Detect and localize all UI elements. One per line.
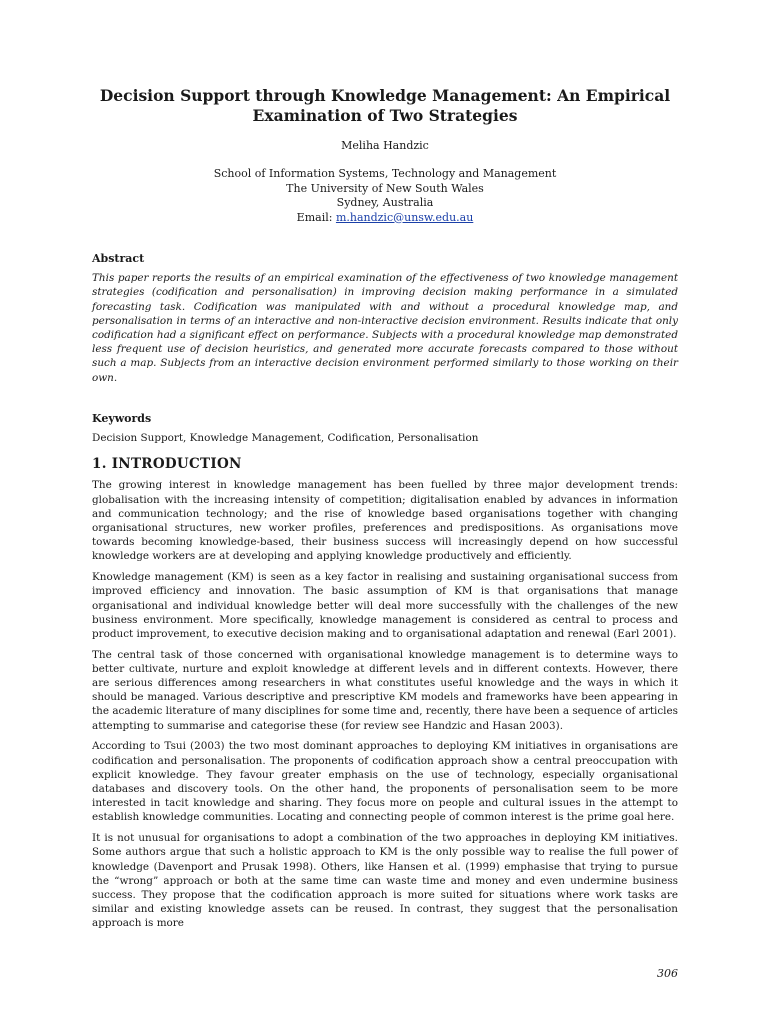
author-name: Meliha Handzic [341, 139, 429, 152]
page-number: 306 [657, 967, 678, 980]
affiliation-location: Sydney, Australia [336, 196, 434, 209]
intro-paragraph: Knowledge management (KM) is seen as a key factor in realising and sustaining organisational success from improved efficiency and innovation. The basic assumption of KM is that organisations that manage organisational and individual knowledge better will deal more successfully with the challenges of the new business environment. More specifically, knowledge management is considered as central to process and product improvement, to executive decision making and to organisational adaptation and renewal (Earl 2001). [92, 571, 678, 640]
paper-title: Decision Support through Knowledge Management: An Empirical Examination of Two Strategies [99, 86, 671, 125]
affiliation-block [92, 167, 678, 225]
abstract-heading: Abstract [92, 252, 145, 265]
affiliation-email-line [92, 211, 678, 226]
email-label: Email: [296, 210, 333, 224]
paper-body [92, 252, 678, 937]
intro-paragraph: The central task of those concerned with organisational knowledge management is to determine ways to better cultivate, nurture and exploit knowledge at different levels and in different contexts. However, there are serious differences among researchers in what constitutes useful knowledge and the ways in which it should be managed. Various descriptive and prescriptive KM models and frameworks have been appearing in the academic literature of many disciplines for some time and, recently, there have been a sequence of articles attempting to summarise and categorise these (for review see Handzic and Hasan 2003). [92, 648, 678, 732]
affiliation-university: The University of New South Wales [286, 181, 484, 195]
intro-paragraph: It is not unusual for organisations to adopt a combination of the two approaches in deploying KM initiatives. Some authors argue that such a holistic approach to KM is the only possible way to realise the full power of knowledge (Davenport and Prusak 1998). Others, like Hansen et al. (1999) emphasise that trying to pursue the “wrong” approach or both at the same time can waste time and money and even undermine business success. They propose that the codification approach is more suited for situations where work tasks are similar and existing knowledge assets can be reused. In contrast, they suggest that the personalisation approach is more [92, 832, 678, 930]
intro-paragraph: According to Tsui (2003) the two most dominant approaches to deploying KM initiatives in organisations are codification and personalisation. The proponents of codification approach show a central preoccupation with explicit knowledge. They favour greater emphasis on the use of technology, especially organisational databases and discovery tools. On the other hand, the proponents of personalisation seem to be more interested in tacit knowledge and sharing. They focus more on people and cultural issues in the attempt to establish knowledge communities. Locating and connecting people of common interest is the prime goal here. [92, 740, 678, 824]
keywords-text: Decision Support, Knowledge Management, Codification, Personalisation [92, 432, 479, 445]
keywords-heading: Keywords [92, 411, 152, 425]
abstract-text: This paper reports the results of an empirical examination of the effectiveness of two knowledge management strategies (codification and personalisation) in improving decision making performance in a simulated forecasting task. Codification was manipulated with and without a procedural knowledge map, and personalisation in terms of an interactive and non-interactive decision environment. Results indicate that only codification had a significant effect on performance. Subjects with a procedural knowledge map demonstrated less frequent use of decision heuristics, and generated more accurate forecasts compared to those without such a map. Subjects from an interactive decision environment performed similarly to those working on their own. [92, 272, 678, 384]
affiliation-school: School of Information Systems, Technology and Management [213, 167, 557, 180]
intro-paragraph: The growing interest in knowledge management has been fuelled by three major development trends: globalisation with the increasing intensity of competition; digitalisation enabled by advances in information and communication technology; and the rise of knowledge based organisations together with changing organisational structures, new worker profiles, preferences and predispositions. As organisations move towards becoming knowledge-based, their business success will increasingly depend on how successful knowledge workers are at developing and applying knowledge productively and efficiently. [92, 479, 678, 563]
introduction-heading: 1. INTRODUCTION [92, 456, 242, 473]
email-link[interactable]: m.handzic@unsw.edu.au [335, 210, 474, 224]
